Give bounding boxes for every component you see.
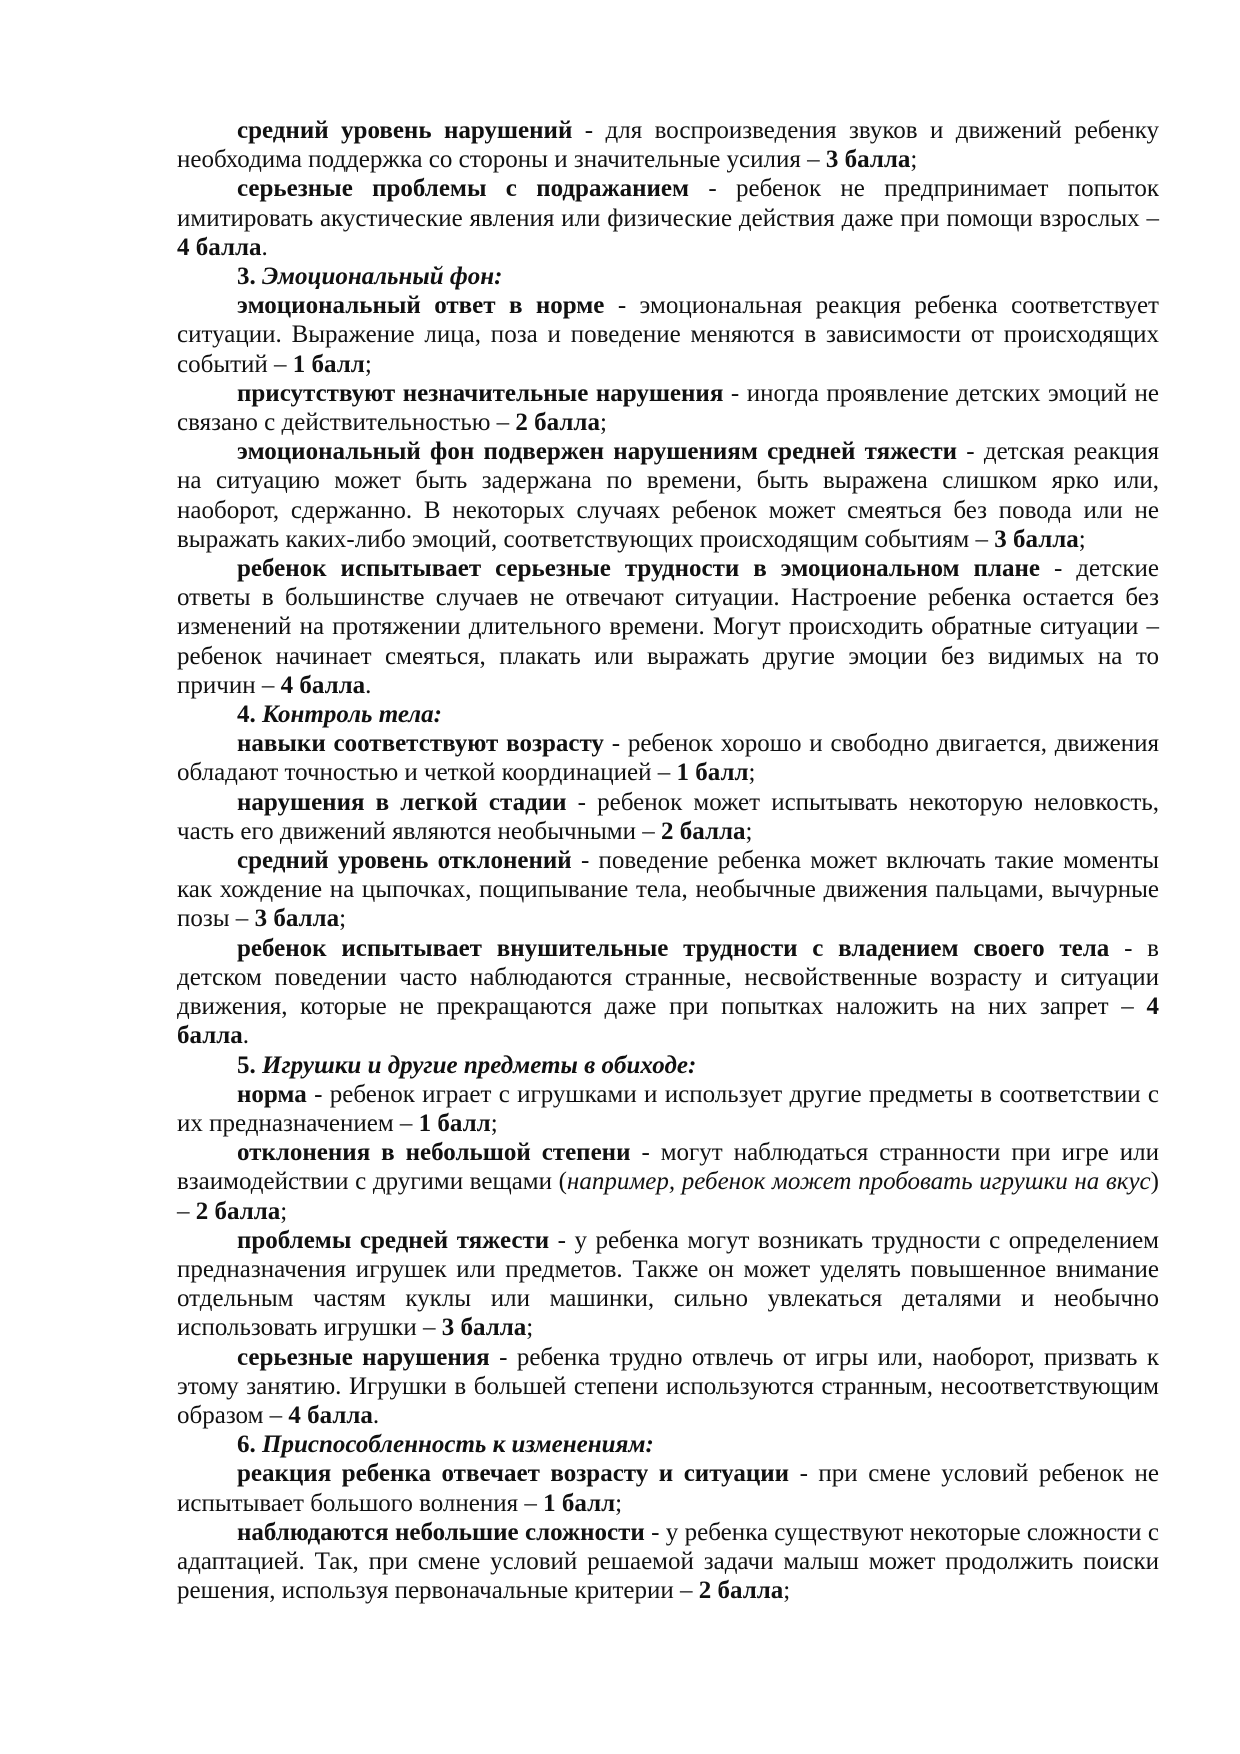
punct: ; xyxy=(1078,525,1086,553)
score: 3 балла xyxy=(254,905,340,933)
score: 1 балл xyxy=(418,1109,491,1137)
punct: ; xyxy=(490,1109,498,1137)
punct: ; xyxy=(910,146,918,174)
score: 4 балла xyxy=(177,993,1159,1050)
description: - ребенок не предпринимает попыток имитировать акустические явления или физические действия даже при помощи взрослых – xyxy=(177,175,1159,232)
score: 2 балла xyxy=(698,1577,784,1605)
section-heading xyxy=(177,1430,1159,1459)
description: - ребенка трудно отвлечь от игры или, наоборот, призвать к этому занятию. Игрушки в большей степени используются странным, несоответствующим образом – xyxy=(177,1343,1159,1429)
term: серьезные нарушения xyxy=(237,1343,490,1371)
punct: ; xyxy=(748,759,756,787)
description: - поведение ребенка может включать такие моменты как хождение на цыпочках, пощипывание тела, необычные движения пальцами, вычурные позы – xyxy=(177,847,1159,933)
term: норма xyxy=(237,1080,307,1108)
term: серьезные проблемы с подражанием xyxy=(237,175,690,203)
paragraph xyxy=(177,1518,1159,1606)
description: - детские ответы в большинстве случаев не отвечают ситуации. Настроение ребенка остается без изменений на протяжении длительного времени. Могут происходить обратные ситуации – ребенок начинает смеяться, плакать или выражать другие эмоции без видимых на то причин – xyxy=(177,555,1159,699)
punct: ; xyxy=(783,1577,791,1605)
paragraph xyxy=(177,1080,1159,1138)
score: 3 балла xyxy=(825,146,911,174)
paragraph xyxy=(177,116,1159,174)
section-title: Приспособленность к изменениям: xyxy=(262,1431,654,1459)
term: ребенок испытывает серьезные трудности в эмоциональном плане xyxy=(237,555,1040,583)
punct: ; xyxy=(615,1489,623,1517)
paragraph xyxy=(177,1343,1159,1431)
description-tail: ) – xyxy=(177,1168,1159,1225)
term: присутствуют незначительные нарушения xyxy=(237,379,724,407)
section-heading xyxy=(177,700,1159,729)
score: 4 балла xyxy=(177,233,262,261)
score: 1 балл xyxy=(676,759,749,787)
description: - у ребенка существуют некоторые сложности с адаптацией. Так, при смене условий решаемой задачи малыш может продолжить поиски решения, используя первоначальные критерии – xyxy=(177,1518,1159,1605)
paragraph xyxy=(177,1459,1159,1517)
term: нарушения в легкой стадии xyxy=(237,788,567,816)
section-number: 3. xyxy=(237,263,262,291)
punct: ; xyxy=(526,1314,534,1342)
punct: . xyxy=(261,233,268,261)
term: реакция ребенка отвечает возрасту и ситуации xyxy=(237,1460,790,1488)
description: - эмоциональная реакция ребенка соответствует ситуации. Выражение лица, поза и поведение меняются в зависимости от происходящих событий – xyxy=(177,292,1159,378)
section-number: 5. xyxy=(237,1051,262,1079)
section-number: 4. xyxy=(237,701,262,729)
term: эмоциональный фон подвержен нарушениям средней тяжести xyxy=(237,438,958,466)
score: 2 балла xyxy=(660,817,746,845)
paragraph xyxy=(177,437,1159,554)
term: наблюдаются небольшие сложности xyxy=(237,1518,645,1546)
punct: ; xyxy=(599,409,607,437)
document-page xyxy=(177,116,1159,1605)
term: средний уровень нарушений xyxy=(237,117,573,144)
score: 4 балла xyxy=(288,1401,373,1429)
punct: ; xyxy=(339,905,347,933)
term: навыки соответствуют возрасту xyxy=(237,730,604,758)
score: 1 балл xyxy=(543,1489,616,1517)
score: 1 балл xyxy=(292,350,365,378)
term: ребенок испытывает внушительные трудности с владением своего тела xyxy=(237,934,1110,962)
section-title: Эмоциональный фон: xyxy=(262,263,503,291)
punct: ; xyxy=(364,350,372,378)
section-title: Игрушки и другие предметы в обиходе: xyxy=(262,1051,697,1079)
punct: . xyxy=(365,671,372,699)
description: - иногда проявление детских эмоций не связано с действительностью – xyxy=(177,379,1159,437)
paragraph xyxy=(177,291,1159,379)
paragraph xyxy=(177,1226,1159,1343)
score: 3 балла xyxy=(994,525,1079,553)
punct: . xyxy=(372,1401,380,1429)
paragraph xyxy=(177,788,1159,846)
score: 2 балла xyxy=(515,409,600,437)
paragraph xyxy=(177,379,1159,437)
description: - в детском поведении часто наблюдаются странные, несвойственные возрасту и ситуации движения, которые не прекращаются даже при попытках наложить на них запрет – xyxy=(177,934,1159,1021)
section-number: 6. xyxy=(237,1431,262,1459)
description: - детская реакция на ситуацию может быть задержана по времени, быть выражена слишком ярко или, наоборот, сдержанно. В некоторых случаях ребенок может смеяться без повода или не выражать каких-либо эмоций, соответствующих происходящим событиям – xyxy=(177,438,1159,553)
punct: ; xyxy=(745,817,753,845)
section-heading xyxy=(177,1051,1159,1080)
description: - ребенок может испытывать некоторую неловкость, часть его движений являются необычными – xyxy=(177,788,1159,845)
example-italic: например, ребенок может пробовать игрушки на вкус xyxy=(566,1168,1151,1196)
section-heading xyxy=(177,262,1159,291)
term: эмоциональный ответ в норме xyxy=(237,292,605,320)
section-title: Контроль тела: xyxy=(262,701,442,729)
score: 3 балла xyxy=(441,1314,527,1342)
punct: ; xyxy=(280,1197,288,1225)
paragraph xyxy=(177,174,1159,262)
description: - у ребенка могут возникать трудности с определением предназначения игрушек или предметов. Также он может уделять повышенное внимание отдельным частям куклы или машинки, сильно увлекаться деталями и необычно использовать игрушки – xyxy=(177,1226,1159,1342)
term: проблемы средней тяжести xyxy=(237,1226,550,1254)
term: средний уровень отклонений xyxy=(237,847,572,875)
paragraph xyxy=(177,934,1159,1051)
paragraph xyxy=(177,554,1159,700)
punct: . xyxy=(242,1022,250,1050)
score: 2 балла xyxy=(195,1197,281,1225)
score: 4 балла xyxy=(280,671,366,699)
paragraph xyxy=(177,1138,1159,1226)
description: - могут наблюдаться странности при игре или взаимодействии с другими вещами ( xyxy=(177,1139,1159,1196)
paragraph xyxy=(177,729,1159,787)
term: отклонения в небольшой степени xyxy=(237,1139,631,1167)
description: - при смене условий ребенок не испытывает большого волнения – xyxy=(177,1460,1159,1517)
paragraph xyxy=(177,846,1159,934)
description: - для воспроизведения звуков и движений ребенку необходима поддержка со стороны и значительные усилия – xyxy=(177,117,1159,174)
description: - ребенок хорошо и свободно двигается, движения обладают точностью и четкой координацией – xyxy=(177,730,1159,787)
description: - ребенок играет с игрушками и использует другие предметы в соответствии с их предназначением – xyxy=(177,1080,1159,1137)
